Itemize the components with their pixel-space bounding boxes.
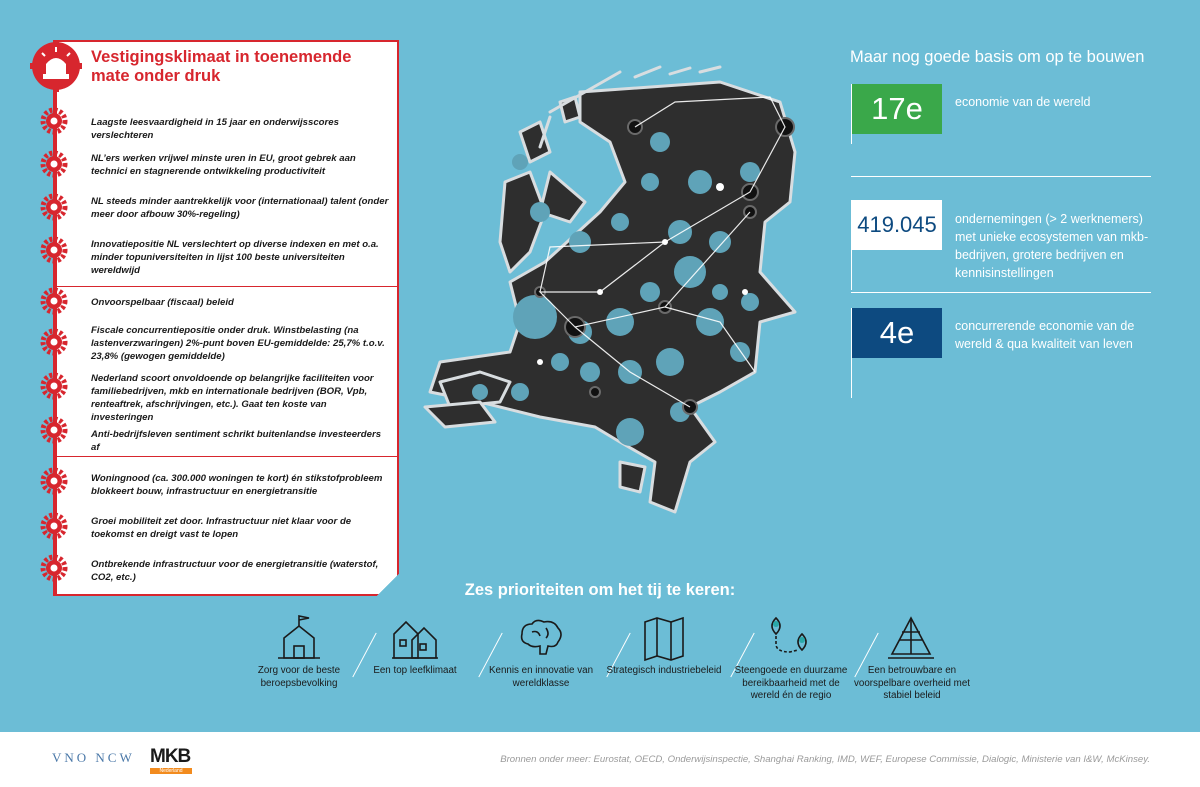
gear-bullet-icon [40, 372, 68, 400]
houses-icon [390, 614, 440, 662]
basis-title: Maar nog goede basis om op te bouwen [850, 48, 1145, 66]
list-item: Laagste leesvaardigheid in 15 jaar en onderwijsscores verslechteren [91, 117, 339, 141]
group-divider [57, 456, 397, 457]
panel-title: Vestigingsklimaat in toenemende mate onder druk [91, 48, 352, 85]
priorities-title: Zes prioriteiten om het tij te keren: [464, 581, 736, 599]
priority-label: Een betrouwbare en voorspelbare overheid met stabiel beleid [854, 665, 970, 701]
priority-item [240, 610, 358, 720]
list-item: Innovatiepositie NL verslechtert op diverse indexen en met o.a. minder topuniversiteiten in lijst 100 beste universiteiten wereldwijd [91, 239, 379, 276]
list-item: Ontbrekende infrastructuur voor de energietransitie (waterstof, CO2, etc.) [91, 559, 379, 583]
priority-label: Steengoede en duurzame bereikbaarheid met de wereld én de regio [734, 665, 848, 701]
stat-divider [851, 176, 1151, 177]
stat-value-competitive: 4e [852, 308, 942, 358]
gear-bullet-icon [40, 467, 68, 495]
list-item: Anti-bedrijfsleven sentiment schrikt buitenlandse investeerders af [91, 429, 382, 453]
stat-label: concurrerende economie van de wereld & qua kwaliteit van leven [955, 319, 1135, 351]
stat-divider [851, 292, 1151, 293]
map-icon [639, 614, 689, 662]
gear-bullet-icon [40, 107, 68, 135]
list-item: NL’ers werken vrijwel minste uren in EU, groot gebrek aan technici en stagnerende ontwikkeling productiviteit [91, 153, 356, 177]
brain-icon [516, 614, 566, 662]
list-item: Groei mobiliteit zet door. Infrastructuur niet klaar voor de toekomst en dreigt vast te lopen [91, 516, 352, 540]
priority-item [482, 610, 600, 720]
pressure-panel [55, 40, 399, 596]
gear-bullet-icon [40, 150, 68, 178]
group-divider [57, 286, 397, 287]
list-item: Onvoorspelbaar (fiscaal) beleid [91, 297, 234, 308]
gear-bullet-icon [40, 236, 68, 264]
sources-note: Bronnen onder meer: Eurostat, OECD, Onderwijsinspectie, Shanghai Ranking, IMD, WEF, Europese Commissie, Dialogic, Ministerie van I&W, McKinsey. [500, 754, 1150, 765]
route-pins-icon [764, 614, 814, 662]
mkb-logo-sub: Nederland [150, 768, 192, 774]
priority-label: Een top leefklimaat [373, 665, 457, 676]
footer [0, 732, 1200, 787]
priority-label: Kennis en innovatie van wereldklasse [488, 665, 594, 689]
list-item: Woningnood (ca. 300.000 woningen te kort) én stikstofprobleem blokkeert bouw, infrastructuur en energietransitie [91, 473, 383, 497]
priority-item [605, 610, 723, 720]
stat-value-rank: 17e [852, 84, 942, 134]
priority-item [852, 610, 972, 720]
priority-label: Zorg voor de beste beroepsbevolking [257, 665, 341, 689]
gear-bullet-icon [40, 193, 68, 221]
mkb-logo: MKB [150, 746, 191, 767]
alarm-gear-icon [30, 40, 82, 92]
stat-label: ondernemingen (> 2 werknemers) met unieke ecosystemen van mkb-bedrijven, grotere bedrijven en kennisinstellingen [955, 212, 1149, 280]
priority-label: Strategisch industriebeleid [606, 665, 722, 676]
pyramid-icon [886, 614, 936, 662]
stat-label: economie van de wereld [955, 95, 1091, 109]
netherlands-map-illustration [420, 62, 820, 532]
list-item: Nederland scoort onvoldoende op belangrijke faciliteiten voor familiebedrijven, mkb en internationale bedrijven (BOR, Vpb, renteaftrek, afschrijvingen, etc.). Gaat ten koste van investeringen [91, 373, 374, 423]
gear-bullet-icon [40, 554, 68, 582]
gear-bullet-icon [40, 416, 68, 444]
priority-item [730, 610, 852, 720]
gear-bullet-icon [40, 287, 68, 315]
gear-bullet-icon [40, 512, 68, 540]
gear-bullet-icon [40, 328, 68, 356]
list-item: NL steeds minder aantrekkelijk voor (internationaal) talent (onder meer door afbouw 30%-regeling) [91, 196, 389, 220]
vno-ncw-logo: VNO NCW [52, 750, 135, 765]
stat-value-companies: 419.045 [852, 200, 942, 250]
school-icon [274, 614, 324, 662]
priority-item [356, 610, 474, 720]
list-item: Fiscale concurrentiepositie onder druk. Winstbelasting (na lastenverzwaringen) 2%-punt boven EU-gemiddelde: 25,7% t.o.v. 23,8% (gewogen gemiddelde) [91, 325, 385, 362]
